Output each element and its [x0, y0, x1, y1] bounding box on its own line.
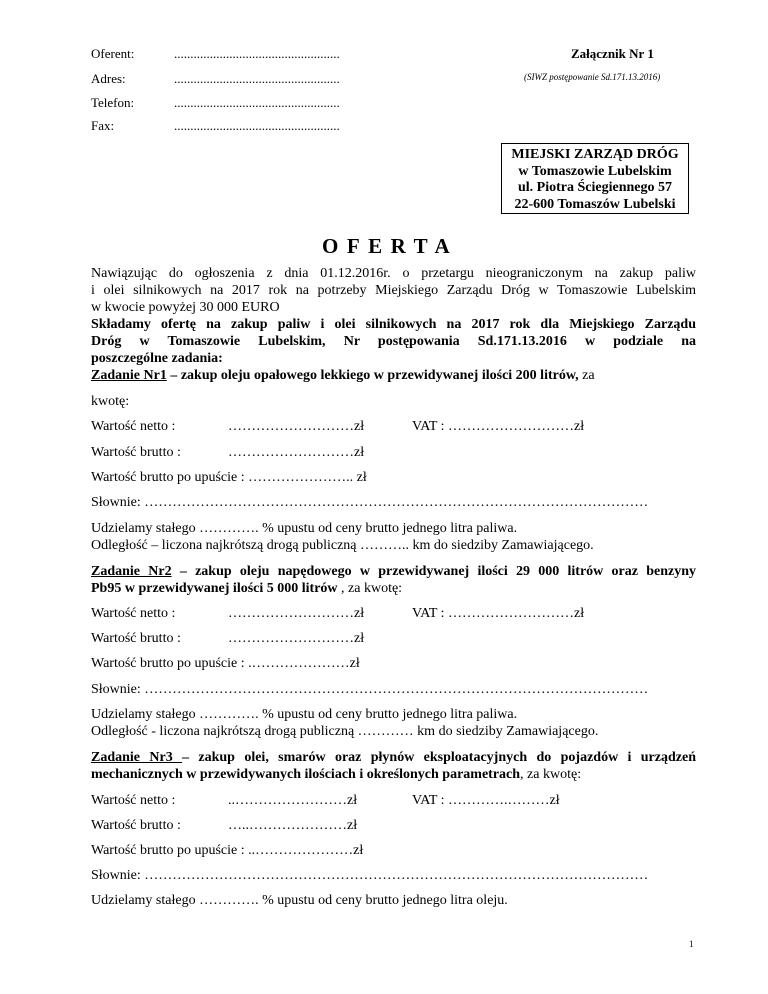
recipient-line-4: 22-600 Tomaszów Lubelski — [514, 196, 676, 212]
task1-netto-label: Wartość netto : — [91, 419, 176, 434]
task2-distance: Odległość - liczona najkrótszą drogą publiczną ………… km do siedziby Zamawiającego. — [91, 724, 599, 739]
recipient-address-box — [501, 143, 689, 214]
telefon-value: ................................................... — [174, 95, 340, 110]
task2-in-words: Słownie: ……………………………………………………………………………………………… — [91, 682, 649, 697]
task3-heading-line-2 — [91, 767, 581, 783]
task2-heading — [91, 564, 696, 580]
recipient-line-1: MIEJSKI ZARZĄD DRÓG — [511, 147, 679, 162]
task1-label: Zadanie Nr1 — [91, 368, 167, 383]
task1-discount: Udzielamy stałego …………. % upustu od ceny brutto jednego litra paliwa. — [91, 521, 518, 536]
task3-amount-intro: , za kwotę: — [520, 767, 582, 782]
task3-vat: VAT : ………….………zł — [412, 793, 560, 808]
task2-label: Zadanie Nr2 — [91, 564, 172, 579]
task2-brutto-value: ………………………zł — [228, 631, 365, 646]
task2-heading-line-2 — [91, 581, 402, 597]
intro-line-1: Nawiązując do ogłoszenia z dnia 01.12.2016r. o przetargu nieograniczonym na zakup paliw — [91, 266, 696, 281]
task1-in-words: Słownie: ……………………………………………………………………………………………… — [91, 495, 649, 510]
task3-netto-label: Wartość netto : — [91, 793, 176, 808]
task1-suffix: za — [578, 368, 595, 383]
oferent-label: Oferent: — [91, 46, 135, 61]
task2-brutto-label: Wartość brutto : — [91, 631, 181, 646]
task2-netto-label: Wartość netto : — [91, 606, 176, 621]
task1-brutto-label: Wartość brutto : — [91, 445, 181, 460]
recipient-line-2: w Tomaszowie Lubelskim — [518, 163, 672, 179]
task2-description: – zakup oleju napędowego w przewidywanej ilości 29 000 litrów oraz benzyny — [171, 564, 696, 579]
task3-netto-value: ..……………………zł — [228, 793, 358, 808]
fax-value: ................................................... — [174, 118, 340, 133]
task3-brutto-label: Wartość brutto : — [91, 818, 181, 833]
task3-after-discount: Wartość brutto po upuście : ..…………………zł — [91, 843, 364, 858]
task3-description: – zakup olei, smarów oraz płynów eksploatacyjnych do pojazdów i urządzeń — [182, 750, 696, 765]
telefon-label: Telefon: — [91, 95, 135, 110]
task3-brutto-value: …..…………………zł — [228, 818, 358, 833]
attachment-label: Załącznik Nr 1 — [571, 46, 654, 61]
task2-after-discount: Wartość brutto po upuście : .…………………zł — [91, 656, 360, 671]
task2-discount: Udzielamy stałego …………. % upustu od ceny brutto jednego litra paliwa. — [91, 707, 518, 722]
adres-label: Adres: — [91, 71, 126, 86]
task1-vat: VAT : ………………………zł — [412, 419, 585, 434]
task3-description-cont: mechanicznych w przewidywanych ilościach i określonych parametrach — [91, 767, 521, 782]
task1-after-discount: Wartość brutto po upuście : ………………….. zł — [91, 470, 367, 485]
fax-label: Fax: — [91, 118, 115, 133]
task1-brutto-value: ………………………zł — [228, 445, 365, 460]
intro-line-3: w kwocie powyżej 30 000 EURO — [91, 300, 280, 315]
intro-bold-line-1: Składamy ofertę na zakup paliw i olei silnikowych na 2017 rok dla Miejskiego Zarządu — [91, 317, 696, 332]
page-number: 1 — [689, 939, 694, 949]
intro-bold-line-3: poszczególne zadania: — [91, 351, 223, 366]
task2-vat: VAT : ………………………zł — [412, 606, 585, 621]
task3-discount: Udzielamy stałego …………. % upustu od ceny brutto jednego litra oleju. — [91, 893, 508, 908]
adres-value: ................................................... — [174, 71, 340, 86]
task3-label: Zadanie Nr3 — [91, 750, 183, 765]
siwz-note: (SIWZ postępowanie Sd.171.13.2016) — [524, 72, 661, 82]
intro-bold-line-2: Dróg w Tomaszowie Lubelskim, Nr postępowania Sd.171.13.2016 w podziale na — [91, 334, 696, 349]
task2-description-cont: Pb95 w przewidywanej ilości 5 000 litrów — [91, 581, 338, 596]
task1-distance: Odległość – liczona najkrótszą drogą publiczną ……….. km do siedziby Zamawiającego. — [91, 538, 594, 553]
oferent-value: ................................................... — [174, 46, 340, 61]
task1-netto-value: ………………………zł — [228, 419, 365, 434]
task3-heading — [91, 750, 696, 766]
task2-netto-value: ………………………zł — [228, 606, 365, 621]
document-title: OFERTA — [322, 234, 459, 258]
task3-in-words: Słownie: ……………………………………………………………………………………………… — [91, 868, 649, 883]
task1-amount-intro: kwotę: — [91, 394, 130, 409]
recipient-line-3: ul. Piotra Ściegiennego 57 — [518, 180, 672, 195]
task1-description: – zakup oleju opałowego lekkiego w przewidywanej ilości 200 litrów, — [166, 368, 579, 383]
task1-heading — [91, 368, 696, 384]
intro-line-2: i olei silnikowych na 2017 rok na potrzeby Miejskiego Zarządu Dróg w Tomaszowie Lubelskim — [91, 283, 696, 298]
task2-amount-intro: , za kwotę: — [337, 581, 403, 596]
